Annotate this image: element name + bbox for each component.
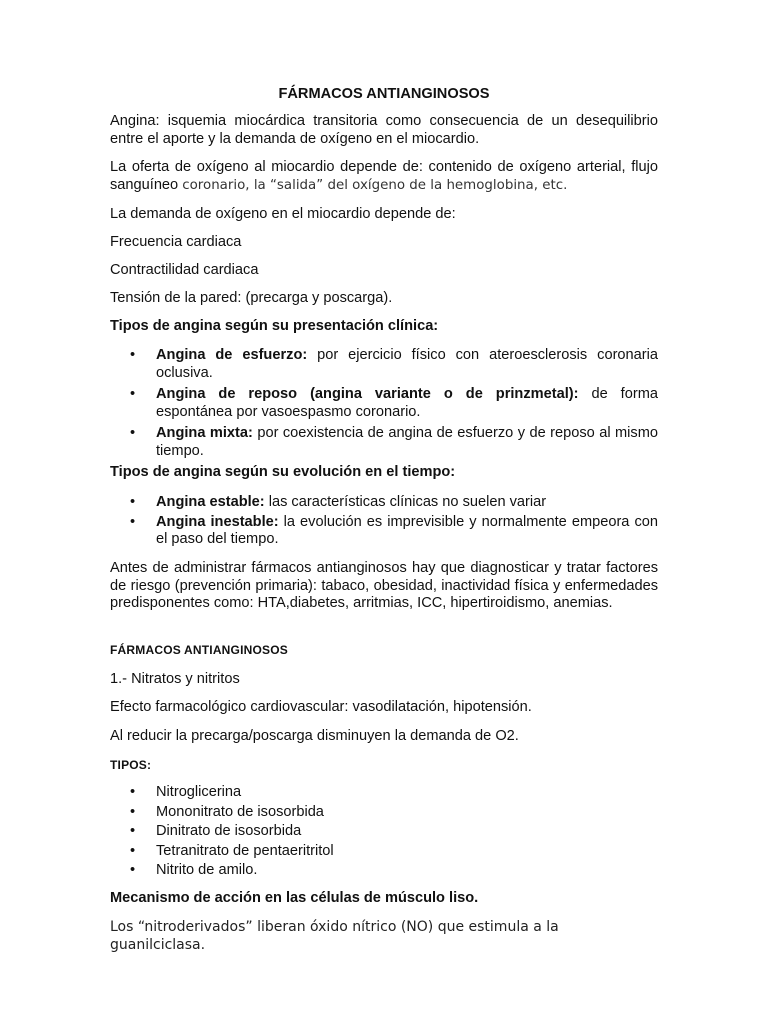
list-item-label: Angina mixta: <box>156 425 253 441</box>
presentation-list <box>110 347 658 460</box>
subsection-title: 1.- Nitratos y nitritos <box>110 671 240 687</box>
page-title: FÁRMACOS ANTIANGINOSOS <box>278 86 490 102</box>
list-item <box>110 386 658 421</box>
bullet-icon: • <box>130 862 136 878</box>
bullet-icon: • <box>130 784 136 800</box>
tipos-list <box>110 784 658 880</box>
mechanism-heading: Mecanismo de acción en las células de músculo liso. <box>110 890 479 906</box>
bullet-icon: • <box>130 513 136 530</box>
list-item <box>110 494 658 512</box>
list-item-text: por coexistencia de angina de esfuerzo y de reposo al mismo tiempo. <box>156 425 658 459</box>
list-item-text: la evolución es imprevisible y normalmente empeora con el paso del tiempo. <box>156 513 658 547</box>
list-item-text: Mononitrato de isosorbida <box>156 803 324 820</box>
list-item <box>110 843 658 861</box>
list-item <box>110 784 658 802</box>
bullet-icon: • <box>130 386 136 402</box>
oferta-text: La oferta de oxígeno al miocardio depende de: contenido de oxígeno arterial, flujo sanguíneo <box>110 159 658 193</box>
list-item <box>110 804 658 822</box>
risk-paragraph: Antes de administrar fármacos antianginosos hay que diagnosticar y tratar factores de riesgo (prevención primaria): tabaco, obesidad, inactividad física y enfermedades predisponentes como: HTA,diabetes, arritmias, ICC, hipertiroidismo, anemias. <box>110 560 658 611</box>
oferta-text-continued: coronario, la “salida” del oxígeno de la hemoglobina, etc. <box>182 177 568 193</box>
tipos-heading: TIPOS: <box>110 758 152 772</box>
list-item-text: Nitrito de amilo. <box>156 862 258 878</box>
bullet-icon: • <box>130 842 136 859</box>
bullet-icon: • <box>130 347 136 363</box>
reduce-paragraph: Al reducir la precarga/poscarga disminuyen la demanda de O2. <box>110 728 519 744</box>
list-item <box>110 823 658 841</box>
presentation-heading: Tipos de angina según su presentación clínica: <box>110 318 439 334</box>
bullet-icon: • <box>130 494 136 510</box>
list-item-text: las características clínicas no suelen variar <box>264 494 547 510</box>
intro-item-frecuencia: Frecuencia cardiaca <box>110 234 242 250</box>
intro-item-contractilidad: Contractilidad cardiaca <box>110 262 259 278</box>
list-item <box>110 514 658 549</box>
evolution-heading: Tipos de angina según su evolución en el tiempo: <box>110 464 456 480</box>
list-item-text: Tetranitrato de pentaeritritol <box>156 842 334 859</box>
intro-paragraph-demanda: La demanda de oxígeno en el miocardio depende de: <box>110 206 456 222</box>
list-item-label: Angina estable: <box>156 494 265 510</box>
list-item <box>110 862 658 880</box>
list-item-text: Dinitrato de isosorbida <box>156 823 302 839</box>
list-item <box>110 347 658 382</box>
intro-item-tension: Tensión de la pared: (precarga y poscarga). <box>110 290 393 306</box>
list-item <box>110 425 658 460</box>
list-item-label: Angina de esfuerzo: <box>156 347 308 363</box>
list-item-text: Nitroglicerina <box>156 784 242 800</box>
mechanism-paragraph: Los “nitroderivados” liberan óxido nítrico (NO) que estimula a la guanilciclasa. <box>110 919 559 953</box>
bullet-icon: • <box>130 823 136 839</box>
bullet-icon: • <box>130 425 136 441</box>
list-item-text: por ejercicio físico con ateroesclerosis coronaria oclusiva. <box>156 347 658 381</box>
section-heading: FÁRMACOS ANTIANGINOSOS <box>110 643 288 657</box>
effect-paragraph: Efecto farmacológico cardiovascular: vasodilatación, hipotensión. <box>110 699 532 715</box>
evolution-list <box>110 494 658 549</box>
list-item-label: Angina inestable: <box>156 513 279 530</box>
list-item-text: de forma espontánea por vasoespasmo coronario. <box>156 386 658 420</box>
list-item-label: Angina de reposo (angina variante o de prinzmetal): <box>156 386 579 402</box>
intro-paragraph-angina: Angina: isquemia miocárdica transitoria como consecuencia de un desequilibrio entre el aporte y la demanda de oxígeno en el miocardio. <box>110 113 658 147</box>
intro-paragraph-oferta <box>110 159 658 194</box>
bullet-icon: • <box>130 803 136 820</box>
